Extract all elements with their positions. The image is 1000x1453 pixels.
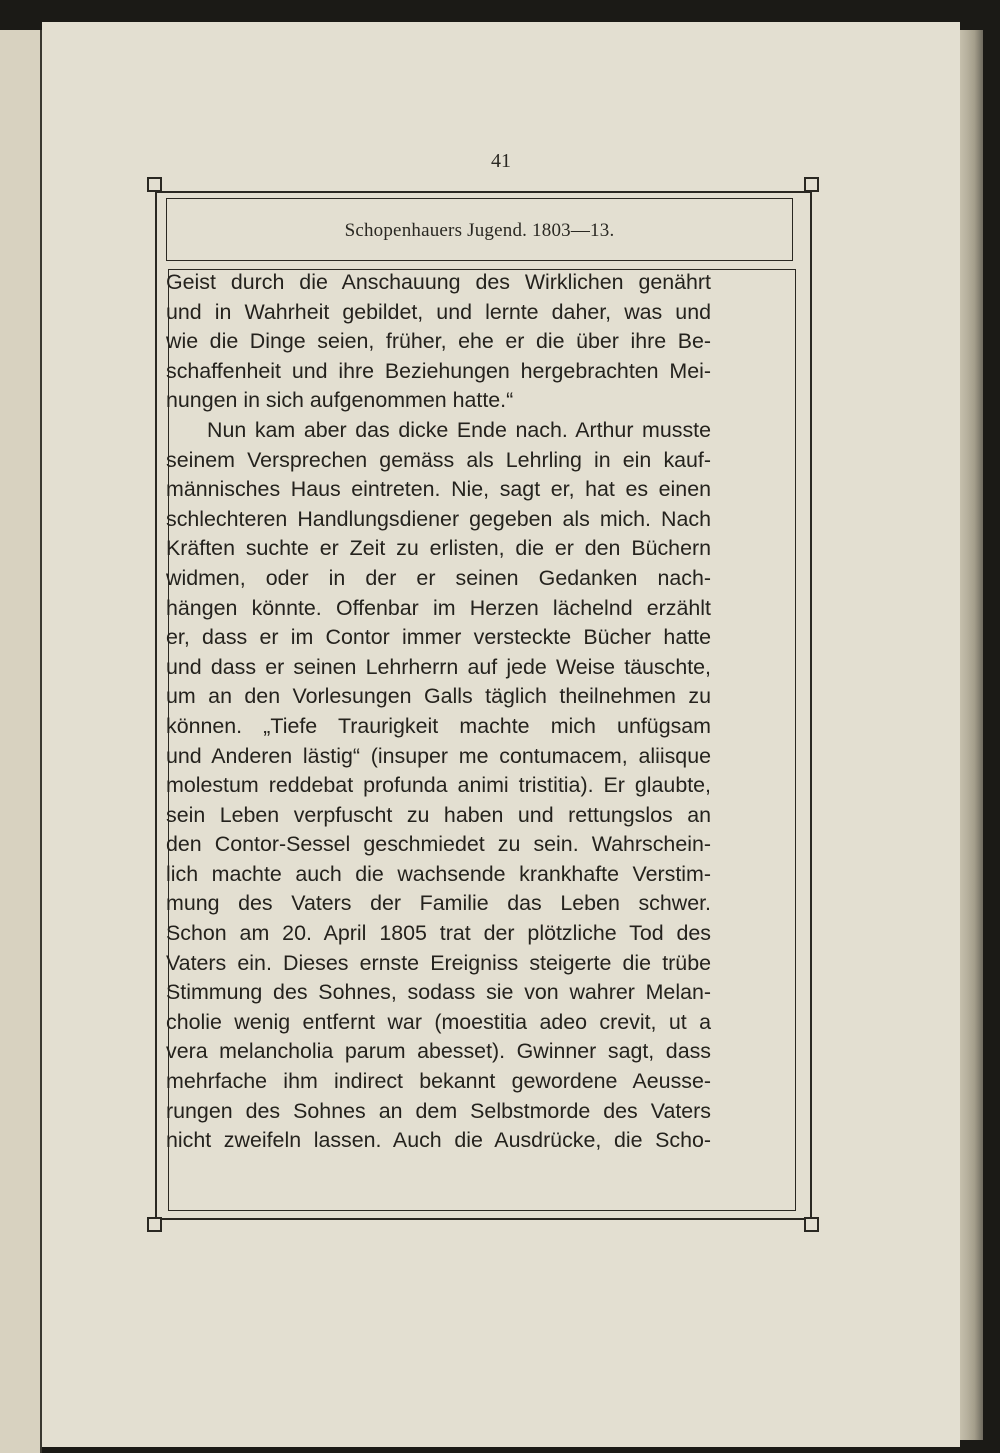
facing-page-edge	[0, 30, 42, 1453]
text-line: molestum reddebat profunda animi tristitia). Er glaubte,	[166, 773, 711, 798]
text-line: schlechteren Handlungsdiener gegeben als mich. Nach	[166, 506, 711, 531]
text-line: wie die Dinge seien, früher, ehe er die über ihre Be-	[166, 329, 711, 354]
text-line: um an den Vorlesungen Galls täglich theilnehmen zu	[166, 684, 711, 709]
text-line: und Anderen lästig“ (insuper me contumacem, aliisque	[166, 743, 711, 768]
text-line: Vaters ein. Dieses ernste Ereigniss steigerte die trübe	[166, 950, 711, 975]
frame-left-line	[155, 192, 157, 1219]
frame-top-line	[156, 191, 811, 193]
frame-bottom-line	[156, 1218, 811, 1220]
text-line: lich machte auch die wachsende krankhafte Verstim-	[166, 861, 711, 886]
frame-right-line	[810, 192, 812, 1219]
text-line: cholie wenig entfernt war (moestitia adeo crevit, ut a	[166, 1009, 711, 1034]
text-line: Nun kam aber das dicke Ende nach. Arthur musste	[207, 417, 711, 442]
text-line: nungen in sich aufgenommen hatte.“	[166, 388, 514, 413]
text-line: vera melancholia parum abesset). Gwinner sagt, dass	[166, 1039, 711, 1064]
text-line: mung des Vaters der Familie das Leben schwer.	[166, 891, 711, 916]
frame-corner-bottom-left	[147, 1217, 162, 1232]
text-line: Schon am 20. April 1805 trat der plötzliche Tod des	[166, 921, 711, 946]
text-line: Stimmung des Sohnes, sodass sie von wahrer Melan-	[166, 980, 711, 1005]
text-line: widmen, oder in der er seinen Gedanken nach-	[166, 565, 711, 590]
text-line: Geist durch die Anschauung des Wirklichen genährt	[166, 270, 711, 294]
text-line: und dass er seinen Lehrherrn auf jede Weise täuschte,	[166, 654, 711, 679]
text-line: hängen könnte. Offenbar im Herzen lächelnd erzählt	[166, 595, 711, 620]
frame-corner-top-left	[147, 177, 162, 192]
frame-corner-top-right	[804, 177, 819, 192]
text-line: den Contor-Sessel geschmiedet zu sein. Wahrschein-	[166, 832, 711, 857]
text-line: er, dass er im Contor immer versteckte Bücher hatte	[166, 625, 711, 650]
text-line: männisches Haus eintreten. Nie, sagt er, hat es einen	[166, 477, 711, 502]
text-line: und in Wahrheit gebildet, und lernte daher, was und	[166, 299, 711, 324]
text-line: sein Leben verpfuscht zu haben und rettungslos an	[166, 802, 711, 827]
text-line: mehrfache ihm indirect bekannt gewordene Aeusse-	[166, 1069, 711, 1094]
running-head: Schopenhauers Jugend. 1803—13.	[344, 220, 615, 241]
text-line: nicht zweifeln lassen. Auch die Ausdrücke, die Scho-	[166, 1128, 711, 1153]
text-line: rungen des Sohnes an dem Selbstmorde des Vaters	[166, 1098, 711, 1123]
text-line: können. „Tiefe Traurigkeit machte mich unfügsam	[166, 713, 711, 738]
page-number: 41	[491, 150, 511, 172]
text-line: seinem Versprechen gemäss als Lehrling in ein kauf-	[166, 447, 711, 472]
body-text	[166, 268, 711, 1156]
text-line: Kräften suchte er Zeit zu erlisten, die er den Büchern	[166, 536, 711, 561]
frame-corner-bottom-right	[804, 1217, 819, 1232]
text-line: schaffenheit und ihre Beziehungen hergebrachten Mei-	[166, 358, 711, 383]
